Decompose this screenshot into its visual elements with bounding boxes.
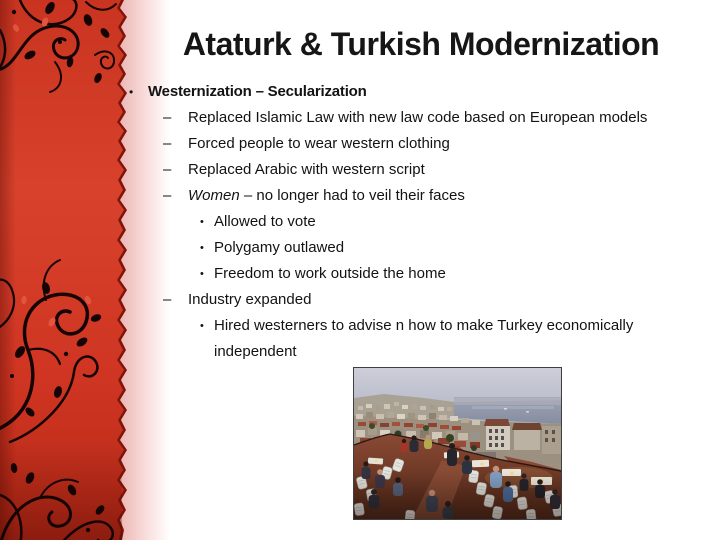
bullet-item [128, 235, 714, 261]
bullet-item [128, 261, 714, 287]
istanbul-rooftop-photo [353, 367, 562, 520]
bullet-text: Forced people to wear western clothing [188, 135, 450, 152]
bullet-text: Replaced Islamic Law with new law code based on European models [188, 109, 648, 126]
bullet-text: Industry expanded [188, 291, 312, 308]
bullet-list [128, 79, 714, 365]
dash-marker: – [163, 135, 172, 152]
bullet-item [128, 131, 714, 157]
bullet-marker: • [200, 268, 204, 280]
bullet-text: Polygamy outlawed [214, 239, 345, 256]
bullet-text: Allowed to vote [214, 213, 316, 230]
bullet-item [128, 105, 714, 131]
bullet-text: Replaced Arabic with western script [188, 161, 425, 178]
slide-title: Ataturk & Turkish Modernization [182, 26, 660, 62]
bullet-item [128, 313, 714, 365]
bullet-marker: • [129, 85, 134, 99]
photo-illustration [354, 368, 561, 519]
dash-marker: – [163, 291, 172, 308]
bullet-marker: • [200, 216, 204, 228]
bullet-text: Hired westerners to advise n how to make Turkey economically independent [214, 317, 634, 360]
bullet-text-italic: Women [188, 187, 240, 204]
bullet-marker: • [200, 242, 204, 254]
bullet-item [128, 157, 714, 183]
dash-marker: – [163, 109, 172, 126]
dash-marker: – [163, 161, 172, 178]
bullet-text: Westernization – Secularization [148, 83, 367, 100]
bullet-text [188, 183, 465, 209]
dash-marker: – [163, 187, 172, 204]
bullet-item [128, 209, 714, 235]
bullet-text: Freedom to work outside the home [214, 265, 446, 282]
bullet-item-heading [128, 79, 714, 105]
bullet-item [128, 287, 714, 313]
bullet-item [128, 183, 714, 209]
bullet-marker: • [200, 320, 204, 332]
bullet-text-rest: – no longer had to veil their faces [239, 187, 465, 204]
